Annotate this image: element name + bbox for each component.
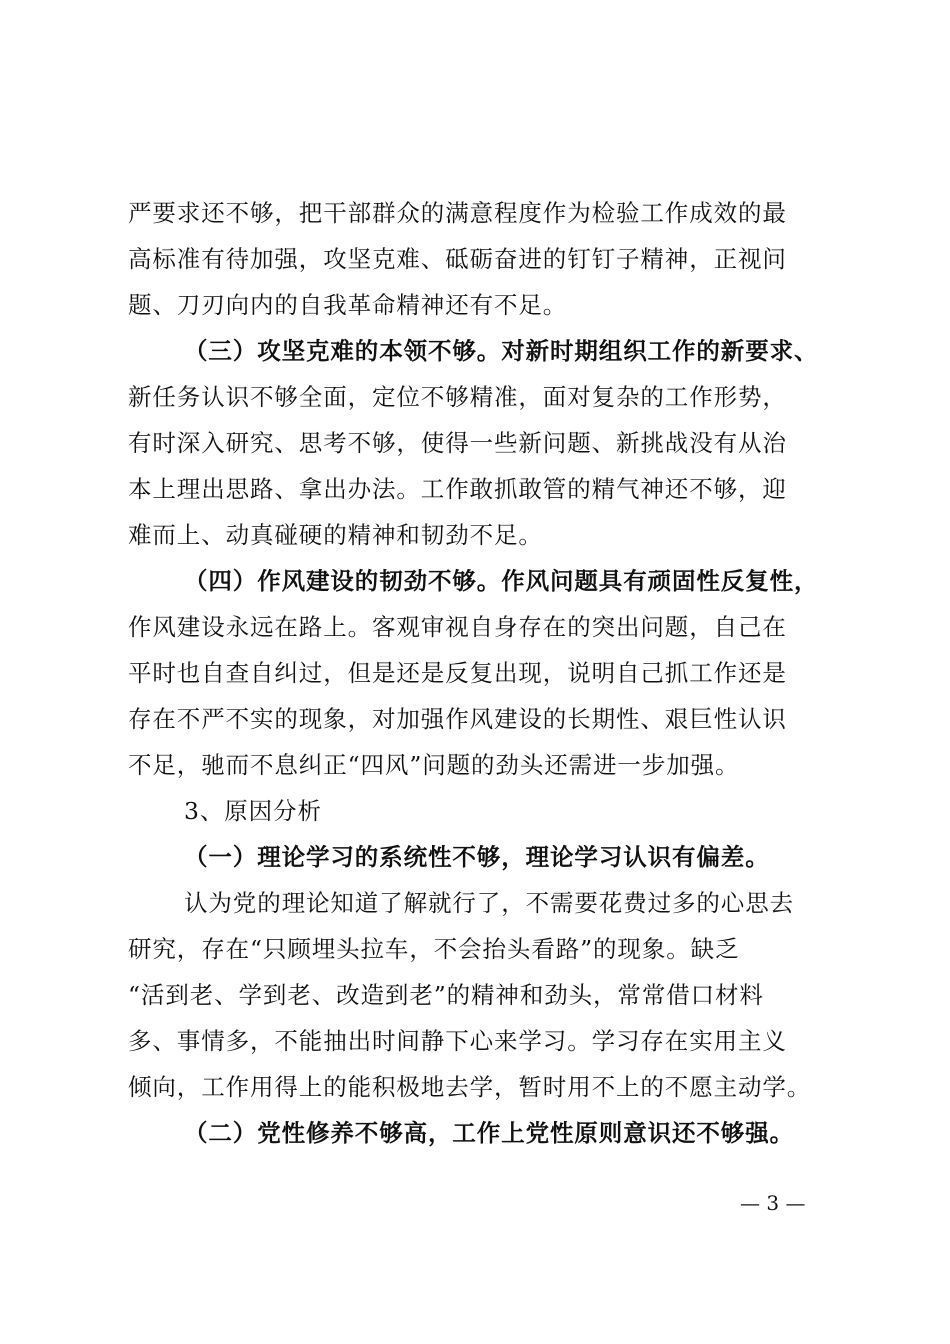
body-text-line: 平时也自查自纠过，但是还是反复出现，说明自己抓工作还是: [128, 659, 787, 687]
body-text-line: 不足，驰而不息纠正“四风”问题的劲头还需进一步加强。: [128, 751, 740, 779]
section-heading-one: （一）理论学习的系统性不够，理论学习认识有偏差。: [184, 843, 770, 871]
body-text-line: 倾向，工作用得上的能积极地去学，暂时用不上的不愿主动学。: [128, 1073, 812, 1101]
body-text-line: 难而上、动真碰硬的精神和韧劲不足。: [128, 521, 543, 549]
body-text-line: 认为党的理论知道了解就行了，不需要花费过多的心思去: [184, 889, 794, 917]
body-text-line: 作风建设永远在路上。客观审视自身存在的突出问题，自己在: [128, 613, 787, 641]
body-text-line: 多、事情多，不能抽出时间静下心来学习。学习存在实用主义: [128, 1027, 787, 1055]
body-text-line: 题、刀刃向内的自我革命精神还有不足。: [128, 291, 568, 319]
body-text-line: 本上理出思路、拿出办法。工作敢抓敢管的精气神还不够，迎: [128, 475, 787, 503]
section-heading-two: （二）党性修养不够高，工作上党性原则意识还不够强。: [184, 1119, 794, 1147]
body-text-line: 研究，存在“只顾埋头拉车，不会抬头看路”的现象。缺乏: [128, 935, 740, 963]
body-text-line: “活到老、学到老、改造到老”的精神和劲头，常常借口材料: [128, 981, 764, 1009]
section-heading-four: （四）作风建设的韧劲不够。作风问题具有顽固性反复性，: [184, 567, 819, 595]
body-text-line: 有时深入研究、思考不够，使得一些新问题、新挑战没有从治: [128, 429, 787, 457]
section-heading-three: （三）攻坚克难的本领不够。对新时期组织工作的新要求、: [184, 337, 819, 365]
section-title-cause-analysis: 3、原因分析: [184, 797, 322, 825]
body-text-line: 严要求还不够，把干部群众的满意程度作为检验工作成效的最: [128, 199, 787, 227]
body-text-line: 存在不严不实的现象，对加强作风建设的长期性、艰巨性认识: [128, 705, 787, 733]
body-text-line: 高标准有待加强，攻坚克难、砥砺奋进的钉钉子精神，正视问: [128, 245, 787, 273]
page-number: — 3 —: [740, 1191, 806, 1215]
body-text-line: 新任务认识不够全面，定位不够精准，面对复杂的工作形势，: [128, 383, 787, 411]
